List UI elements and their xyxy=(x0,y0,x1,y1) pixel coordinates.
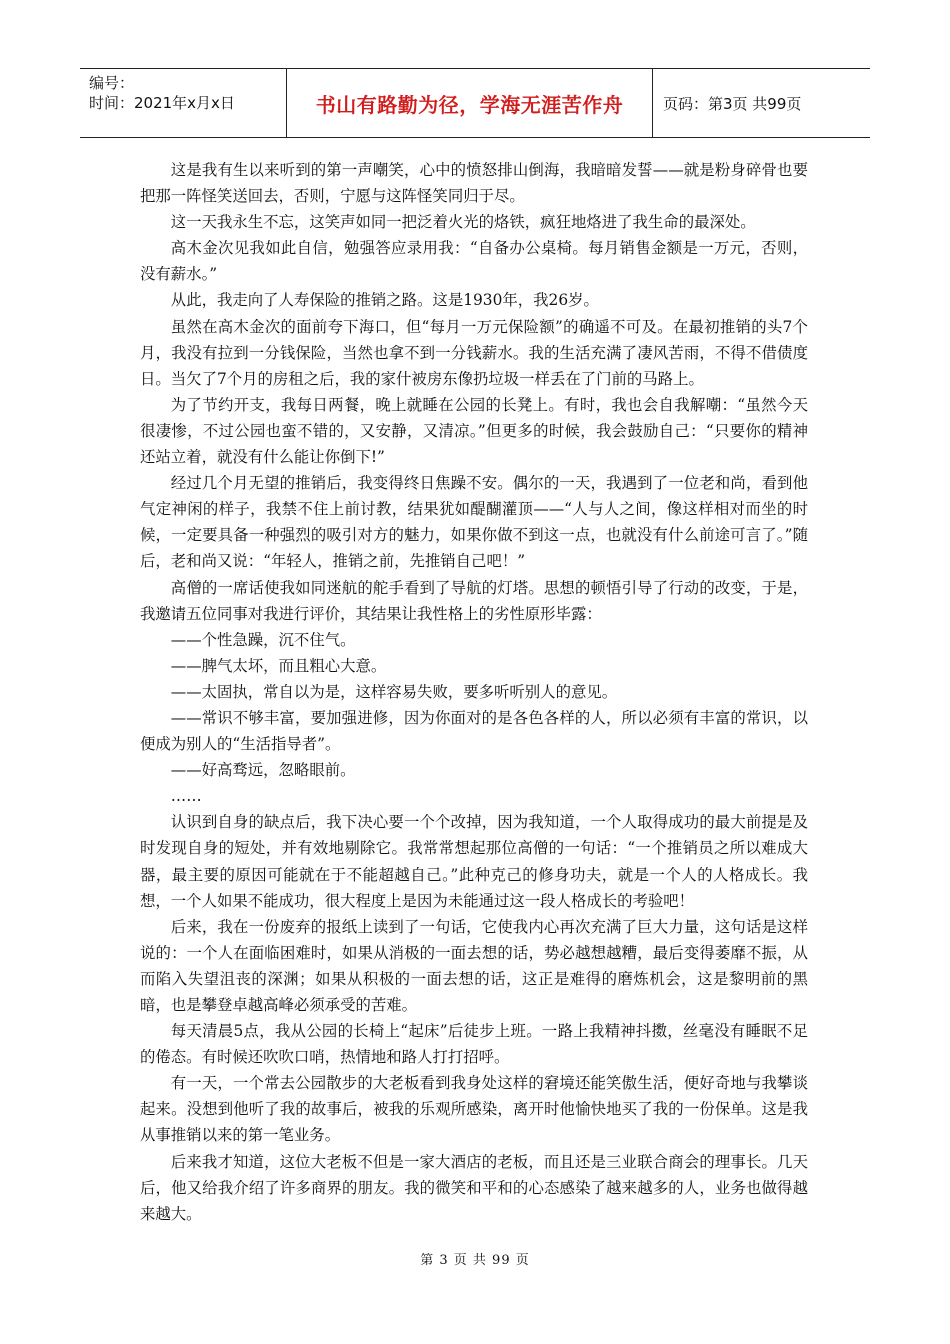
paragraph: 这是我有生以来听到的第一声嘲笑，心中的愤怒排山倒海，我暗暗发誓——就是粉身碎骨也要把那一阵怪笑送回去，否则，宁愿与这阵怪笑同归于尽。 xyxy=(140,161,808,206)
paragraph: 为了节约开支，我每日两餐，晚上就睡在公园的长凳上。有时，我也会自我解嘲：“虽然今天很凄惨，不过公园也蛮不错的，又安静，又清凉。”但更多的时候，我会鼓励自己：“只要你的精神还站立着，就没有什么能让你倒下!” xyxy=(140,395,808,467)
list-item: ——太固执，常自以为是，这样容易失败，要多听听别人的意见。 xyxy=(170,682,618,701)
list-item: ——脾气太坏，而且粗心大意。 xyxy=(170,656,387,675)
paragraph: 经过几个月无望的推销后，我变得终日焦躁不安。偶尔的一天，我遇到了一位老和尚，看到他气定神闲的样子，我禁不住上前讨教，结果犹如醍醐灌顶——“人与人之间，像这样相对而坐的时候，一定要具备一种强烈的吸引对方的魅力，如果你做不到这一点，也就没有什么前途可言了。”随后，老和尚又说：“年轻人，推销之前，先推销自己吧！” xyxy=(140,474,808,571)
paragraph: 有一天，一个常去公园散步的大老板看到我身处这样的窘境还能笑傲生活，便好奇地与我攀谈起来。没想到他听了我的故事后，被我的乐观所感染，离开时他愉快地买了我的一份保单。这是我从事推销以来的第一笔业务。 xyxy=(140,1074,808,1145)
list-item: ——个性急躁，沉不住气。 xyxy=(170,630,356,649)
header-meta xyxy=(80,69,286,137)
paragraph: 虽然在高木金次的面前夸下海口，但“每月一万元保险额”的确遥不可及。在最初推销的头7个月，我没有拉到一分钱保险，当然也拿不到一分钱薪水。我的生活充满了凄风苦雨，不得不借债度日。当欠了7个月的房租之后，我的家什被房东像扔垃圾一样丢在了门前的马路上。 xyxy=(140,317,808,388)
body-text xyxy=(140,157,808,1227)
list-item: ——常识不够丰富，要加强进修，因为你面对的是各色各样的人，所以必须有丰富的常识，以便成为别人的“生活指导者”。 xyxy=(140,708,808,754)
paragraph: 从此，我走向了人寿保险的推销之路。这是1930年，我26岁。 xyxy=(170,291,599,310)
document-number-label: 编号： xyxy=(89,74,135,92)
list-item: ——好高骛远，忽略眼前。 xyxy=(170,761,356,780)
paragraph: 后来，我在一份废弃的报纸上读到了一句话，它使我内心再次充满了巨大力量，这句话是这样说的：一个人在面临困难时，如果从消极的一面去想的话，势必越想越糟，最后变得萎靡不振，从而陷入失望沮丧的深渊；如果从积极的一面去想的话，这正是难得的磨炼机会，这是黎明前的黑暗，也是攀登卓越高峰必须承受的苦难。 xyxy=(140,917,808,1014)
ellipsis: …… xyxy=(170,787,202,806)
paragraph: 每天清晨5点，我从公园的长椅上“起床”后徒步上班。一路上我精神抖擞，丝毫没有睡眠不足的倦态。有时候还吹吹口哨，热情地和路人打打招呼。 xyxy=(140,1022,808,1067)
paragraph: 高僧的一席话使我如同迷航的舵手看到了导航的灯塔。思想的顿悟引导了行动的改变，于是，我邀请五位同事对我进行评价，其结果让我性格上的劣性原形毕露： xyxy=(140,578,808,623)
document-date: 时间：2021年x月x日 xyxy=(89,94,235,112)
paragraph: 这一天我永生不忘，这笑声如同一把泛着火光的烙铁，疯狂地烙进了我生命的最深处。 xyxy=(170,213,756,232)
paragraph: 后来我才知道，这位大老板不但是一家大酒店的老板，而且还是三业联合商会的理事长。几天后，他又给我介绍了许多商界的朋友。我的微笑和平和的心态感染了越来越多的人，业务也做得越来越大。 xyxy=(140,1152,808,1223)
header-table xyxy=(80,68,870,138)
paragraph: 高木金次见我如此自信，勉强答应录用我：“自备办公桌椅。每月销售金额是一万元，否则，没有薪水。” xyxy=(140,239,808,284)
header-page-number: 页码：第3页 共99页 xyxy=(663,94,802,113)
page-footer: 第 3 页 共 99 页 xyxy=(420,1253,530,1268)
header-motto: 书山有路勤为径，学海无涯苦作舟 xyxy=(286,69,653,137)
paragraph: 认识到自身的缺点后，我下决心要一个个改掉，因为我知道，一个人取得成功的最大前提是及时发现自身的短处，并有效地剔除它。我常常想起那位高僧的一句话：“一个推销员之所以难成大器，最主要的原因可能就在于不能超越自己。”此种克己的修身功夫，就是一个人的人格成长。我想，一个人如果不能成功，很大程度上是因为未能通过这一段人格成长的考验吧！ xyxy=(140,813,808,910)
